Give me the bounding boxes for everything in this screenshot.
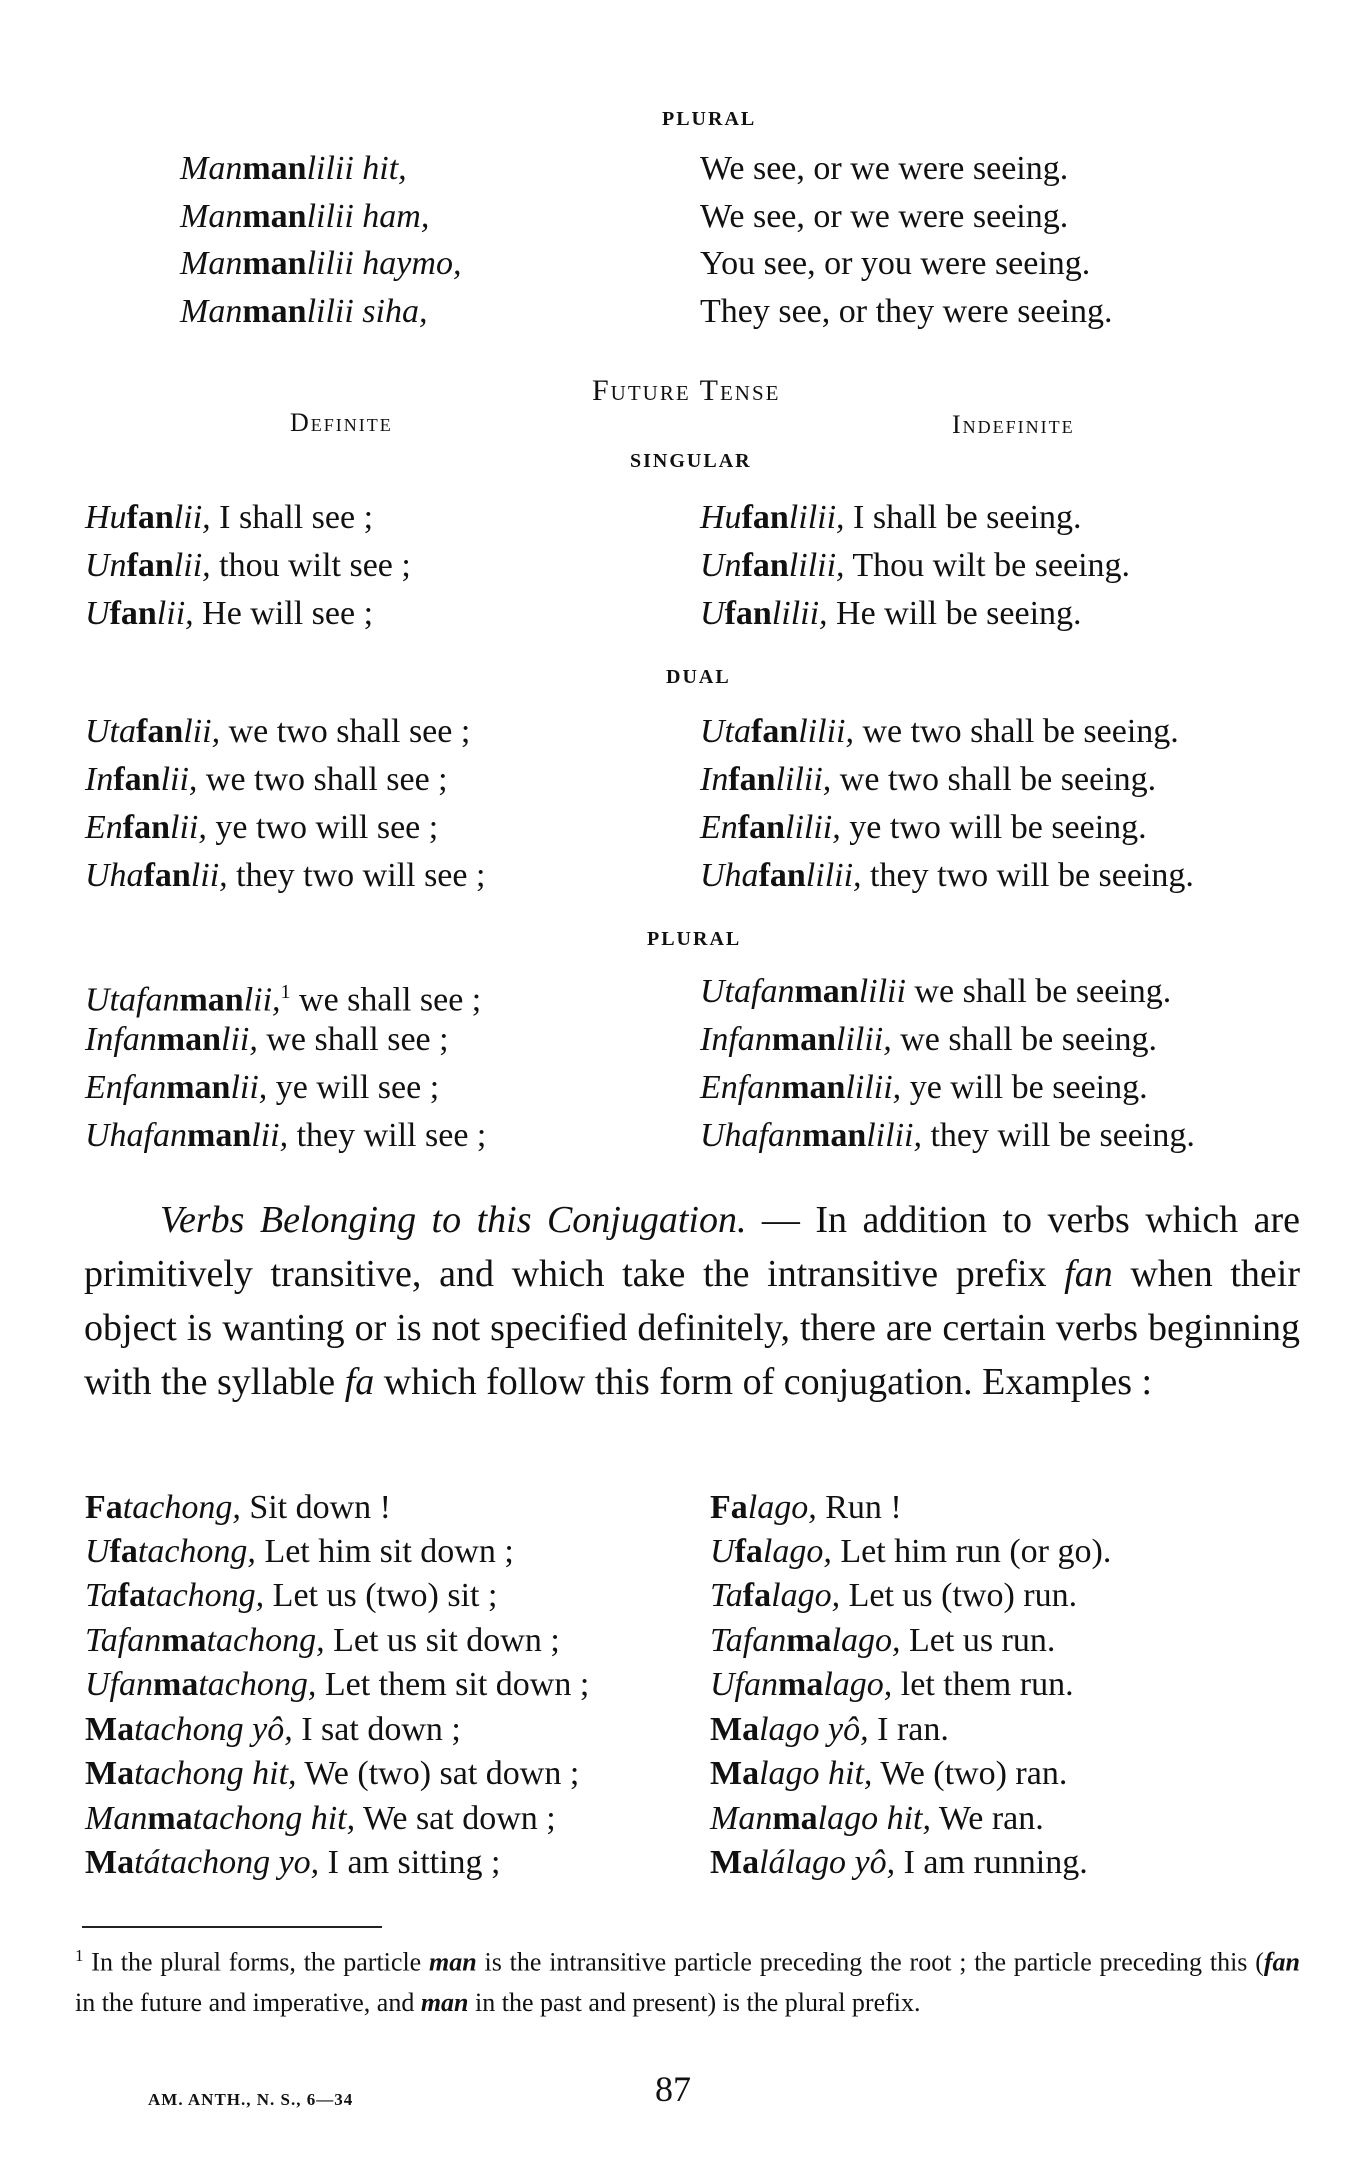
gloss-text: we two shall see ; — [220, 713, 471, 750]
verb-prefix: U — [700, 595, 725, 632]
verb-prefix: Uta — [85, 713, 136, 750]
verb-prefix: Infan — [700, 1021, 772, 1058]
gloss-text: let them run. — [892, 1666, 1074, 1703]
verb-particle: fan — [741, 499, 789, 536]
paragraph-fa: fa — [344, 1361, 375, 1403]
example-right-row — [710, 1839, 1088, 1887]
example-left-row — [85, 1839, 501, 1887]
verb-prefix: Ta — [85, 1577, 118, 1614]
verb-particle: man — [242, 198, 307, 235]
verb-root: lilii, — [775, 761, 832, 798]
paragraph-heading: Verbs Belonging to this Conjugation. — [160, 1199, 747, 1241]
verb-prefix: Un — [85, 547, 127, 584]
gloss-text: ye will see ; — [267, 1069, 440, 1106]
gloss-text: You see, or you were seeing. — [700, 245, 1091, 282]
gloss-text: Thou wilt be seeing. — [844, 547, 1131, 584]
verb-root: lago, — [771, 1577, 841, 1614]
verb-particle: fan — [122, 809, 171, 846]
verb-particle: fan — [728, 761, 776, 798]
example-right-row — [710, 1706, 949, 1754]
verb-root: lii, — [221, 1021, 258, 1058]
verb-root: lago, — [823, 1666, 893, 1703]
verb-prefix: Man — [180, 245, 243, 282]
paragraph-text-2: when their object is wanting or is not specified definitely, there are certain verbs beginning with the syllable — [84, 1253, 1300, 1403]
verb-prefix: Ufan — [85, 1666, 153, 1703]
gloss-text: we shall be seeing. — [905, 973, 1172, 1010]
example-left-row — [85, 1706, 461, 1754]
verb-particle: fa — [734, 1533, 763, 1570]
definite-dual-row — [85, 756, 448, 804]
verb-root: tachong yô, — [134, 1711, 293, 1748]
verb-root: lii, — [183, 713, 221, 750]
gloss-text: I am sitting ; — [319, 1844, 501, 1881]
indefinite-plural-row — [700, 1016, 1157, 1064]
footnote-man-1: man — [429, 1947, 477, 1977]
example-right-row — [710, 1750, 1067, 1798]
verb-root: lii, — [160, 761, 198, 798]
example-left-row — [85, 1572, 497, 1620]
example-right-row — [710, 1572, 1077, 1620]
verb-root: lilii, — [788, 499, 845, 536]
verb-root: tátachong yo, — [134, 1844, 320, 1881]
verb-prefix: En — [85, 809, 123, 846]
verb-prefix: Man — [710, 1800, 773, 1837]
verb-prefix: U — [85, 1533, 110, 1570]
gloss-text: they will be seeing. — [921, 1117, 1195, 1154]
verb-particle: fan — [126, 499, 174, 536]
verb-particle: Ma — [710, 1711, 760, 1748]
gloss-text: I shall see ; — [210, 499, 374, 536]
verb-particle: Ma — [85, 1844, 135, 1881]
verb-particle: man — [242, 245, 307, 282]
definite-heading: Definite — [290, 408, 393, 437]
gloss-text: we shall see ; — [290, 981, 482, 1019]
definite-plural-row — [85, 1016, 449, 1064]
example-left-row — [85, 1617, 560, 1665]
verb-root: lii, — [190, 857, 228, 894]
verb-particle: man — [242, 293, 307, 330]
verb-particle: fan — [143, 857, 191, 894]
verb-root: lilii — [858, 973, 906, 1010]
verb-prefix: Uha — [700, 857, 759, 894]
plural-top-gloss — [700, 145, 1068, 193]
verb-particle: fan — [737, 809, 786, 846]
verb-prefix: Utafan — [700, 973, 795, 1010]
definite-plural-row — [85, 1064, 439, 1112]
indefinite-plural-row — [700, 1064, 1148, 1112]
gloss-text: ye two will see ; — [206, 809, 439, 846]
example-left-row — [85, 1750, 579, 1798]
footnote-fan: fan — [1263, 1947, 1300, 1977]
verb-prefix: Utafan — [85, 981, 180, 1019]
footnote-text-1: In the plural forms, the particle — [83, 1947, 430, 1977]
gloss-text: Let him sit down ; — [255, 1533, 514, 1570]
gloss-text: Run ! — [816, 1489, 902, 1526]
verb-prefix: U — [85, 595, 110, 632]
verb-particle: fan — [126, 547, 174, 584]
verb-root: lago, — [747, 1489, 817, 1526]
verb-prefix: Uta — [700, 713, 751, 750]
footnote — [75, 1936, 1300, 2023]
gloss-text: We (two) ran. — [872, 1755, 1068, 1792]
verb-root: tachong, — [206, 1622, 325, 1659]
verb-prefix: Tafan — [85, 1622, 162, 1659]
signature-mark: AM. ANTH., N. S., 6—34 — [148, 2090, 354, 2109]
verb-particle: Ma — [85, 1711, 135, 1748]
footnote-man-2: man — [420, 1987, 469, 2017]
gloss-text: He will see ; — [193, 595, 374, 632]
example-left-row — [85, 1484, 391, 1532]
verb-prefix: Hu — [700, 499, 742, 536]
verb-particle: ma — [786, 1622, 832, 1659]
gloss-text: ye two will be seeing. — [840, 809, 1147, 846]
gloss-text: Let us (two) sit ; — [264, 1577, 498, 1614]
gloss-text: I sat down ; — [292, 1711, 461, 1748]
verb-particle: ma — [772, 1800, 818, 1837]
verb-root: lilii ham, — [306, 198, 430, 235]
plural-top-verb — [180, 145, 407, 193]
verb-particle: ma — [161, 1622, 207, 1659]
definite-singular-row — [85, 542, 411, 590]
verb-root: lago, — [831, 1622, 901, 1659]
verb-prefix: U — [710, 1533, 735, 1570]
verb-particle: man — [156, 1021, 222, 1058]
example-right-row — [710, 1661, 1074, 1709]
verb-particle: man — [187, 1117, 252, 1154]
gloss-text: thou wilt see ; — [210, 547, 411, 584]
verb-prefix: Uhafan — [700, 1117, 802, 1154]
verb-particle: ma — [153, 1666, 199, 1703]
example-right-row — [710, 1617, 1055, 1665]
verb-root: tachong hit, — [192, 1800, 356, 1837]
verb-root: lii, — [173, 547, 211, 584]
verb-particle: Fa — [85, 1489, 123, 1526]
gloss-text: we two shall be seeing. — [853, 713, 1179, 750]
plural-label-future: PLURAL — [647, 928, 742, 950]
verb-root: tachong, — [146, 1577, 265, 1614]
verb-prefix: Uhafan — [85, 1117, 187, 1154]
example-left-row — [85, 1795, 556, 1843]
gloss-text: We ran. — [931, 1800, 1044, 1837]
verb-particle: man — [802, 1117, 867, 1154]
verb-prefix: Man — [180, 293, 243, 330]
gloss-text: We (two) sat down ; — [296, 1755, 580, 1792]
indefinite-plural-row — [700, 968, 1171, 1016]
verb-root: tachong, — [198, 1666, 317, 1703]
verb-prefix: Man — [180, 198, 243, 235]
paragraph-fan: fan — [1064, 1253, 1113, 1295]
indefinite-dual-row — [700, 756, 1156, 804]
example-right-row — [710, 1484, 902, 1532]
verb-root: lilii siha, — [306, 293, 428, 330]
verb-root: lii, — [230, 1069, 268, 1106]
verb-prefix: Un — [700, 547, 742, 584]
gloss-text: I shall be seeing. — [844, 499, 1082, 536]
verb-root: lilii, — [771, 595, 828, 632]
verb-particle: fan — [724, 595, 772, 632]
indefinite-singular-row — [700, 494, 1082, 542]
plural-top-gloss — [700, 288, 1113, 336]
verb-particle: man — [781, 1069, 846, 1106]
paragraph-text-1: In addition to verbs which are primitively transitive, and which take the intransitive prefix — [84, 1199, 1301, 1295]
verb-prefix: Uha — [85, 857, 144, 894]
verb-root: lilii haymo, — [306, 245, 462, 282]
indefinite-plural-row — [700, 1112, 1195, 1160]
verb-prefix: Tafan — [710, 1622, 787, 1659]
verb-root: lilii, — [866, 1117, 922, 1154]
gloss-text: They see, or they were seeing. — [700, 293, 1113, 330]
indefinite-singular-row — [700, 542, 1130, 590]
verb-particle: Ma — [710, 1844, 760, 1881]
footnote-text-3: in the future and imperative, and — [75, 1987, 421, 2017]
verb-prefix: Hu — [85, 499, 127, 536]
verb-root: lilii, — [836, 1021, 892, 1058]
verb-root: lii, — [251, 1117, 289, 1154]
verb-root: lii, — [156, 595, 194, 632]
gloss-text: we shall be seeing. — [891, 1021, 1158, 1058]
plural-top-verb — [180, 240, 461, 288]
verb-particle: Ma — [710, 1755, 760, 1792]
footnote-ref: 1 — [280, 981, 291, 1003]
indefinite-singular-row — [700, 590, 1082, 638]
verb-root: lálago yô, — [759, 1844, 896, 1881]
verb-particle: man — [242, 150, 307, 187]
verb-prefix: Ta — [710, 1577, 743, 1614]
verb-prefix: En — [700, 809, 738, 846]
verb-particle: fan — [136, 713, 184, 750]
verb-particle: fan — [113, 761, 161, 798]
verb-particle: Ma — [85, 1755, 135, 1792]
verb-root: lilii, — [785, 809, 841, 846]
verb-root: tachong, — [122, 1489, 241, 1526]
dual-label: DUAL — [666, 666, 731, 688]
verb-prefix: In — [85, 761, 114, 798]
verb-particle: man — [179, 981, 244, 1019]
indefinite-dual-row — [700, 804, 1147, 852]
verb-root: lago hit, — [759, 1755, 873, 1792]
footnote-rule — [82, 1926, 382, 1928]
verb-root: lago, — [762, 1533, 832, 1570]
verb-root: lago hit, — [817, 1800, 931, 1837]
gloss-text: Let us (two) run. — [840, 1577, 1078, 1614]
verb-particle: man — [771, 1021, 837, 1058]
verb-root: lii, — [170, 809, 207, 846]
definite-dual-row — [85, 852, 485, 900]
page-number: 87 — [655, 2069, 691, 2109]
verb-prefix: Enfan — [700, 1069, 782, 1106]
plural-top-gloss — [700, 193, 1068, 241]
gloss-text: we shall see ; — [257, 1021, 449, 1058]
plural-top-verb — [180, 288, 427, 336]
indefinite-dual-row — [700, 708, 1179, 756]
gloss-text: We sat down ; — [355, 1800, 556, 1837]
singular-label: SINGULAR — [630, 450, 752, 472]
verb-root: tachong, — [137, 1533, 256, 1570]
verb-root: lilii, — [788, 547, 845, 584]
verb-root: lilii hit, — [306, 150, 407, 187]
gloss-text: Sit down ! — [240, 1489, 392, 1526]
example-right-row — [710, 1528, 1111, 1576]
gloss-text: we two shall be seeing. — [831, 761, 1157, 798]
verb-prefix: Man — [85, 1800, 148, 1837]
verb-prefix: In — [700, 761, 729, 798]
gloss-text: they will see ; — [288, 1117, 487, 1154]
indefinite-heading: Indefinite — [952, 410, 1075, 439]
definite-dual-row — [85, 708, 470, 756]
gloss-text: He will be seeing. — [827, 595, 1082, 632]
definite-plural-row — [85, 1112, 486, 1160]
verb-particle: fan — [751, 713, 799, 750]
verb-particle: fa — [742, 1577, 772, 1614]
example-right-row — [710, 1795, 1044, 1843]
verb-root: lilii, — [805, 857, 862, 894]
verb-prefix: Enfan — [85, 1069, 167, 1106]
verb-prefix: Infan — [85, 1021, 157, 1058]
verb-root: lii, — [243, 981, 281, 1019]
verb-root: tachong hit, — [134, 1755, 297, 1792]
gloss-text: ye will be seeing. — [901, 1069, 1148, 1106]
verb-root: lago yô, — [759, 1711, 869, 1748]
plural-top-gloss — [700, 240, 1090, 288]
example-left-row — [85, 1528, 514, 1576]
gloss-text: they two will see ; — [227, 857, 486, 894]
verb-root: lilii, — [798, 713, 854, 750]
footnote-text-4: in the past and present) is the plural prefix. — [468, 1987, 921, 2017]
verb-particle: Fa — [710, 1489, 748, 1526]
footnote-mark: 1 — [75, 1946, 84, 1965]
verb-prefix: Ufan — [710, 1666, 778, 1703]
verb-particle: fa — [117, 1577, 147, 1614]
verb-prefix: Man — [180, 150, 243, 187]
gloss-text: Let us sit down ; — [324, 1622, 560, 1659]
verb-particle: man — [166, 1069, 231, 1106]
definite-singular-row — [85, 590, 373, 638]
verb-particle: fa — [109, 1533, 138, 1570]
gloss-text: I am running. — [895, 1844, 1088, 1881]
gloss-text: we two shall see ; — [197, 761, 448, 798]
example-left-row — [85, 1661, 589, 1709]
indefinite-dual-row — [700, 852, 1194, 900]
plural-top-verb — [180, 193, 429, 241]
gloss-text: they two will be seeing. — [861, 857, 1194, 894]
verb-particle: fan — [741, 547, 789, 584]
definite-dual-row — [85, 804, 438, 852]
gloss-text: We see, or we were seeing. — [700, 150, 1069, 187]
conjugation-paragraph — [84, 1193, 1300, 1409]
verb-particle: fan — [109, 595, 157, 632]
future-tense-title: Future Tense — [592, 374, 781, 407]
verb-particle: fan — [758, 857, 806, 894]
paragraph-text-3: which follow this form of conjugation. Examples : — [374, 1361, 1153, 1403]
verb-root: lilii, — [845, 1069, 902, 1106]
verb-particle: man — [794, 973, 859, 1010]
gloss-text: Let him run (or go). — [831, 1533, 1112, 1570]
definite-singular-row — [85, 494, 373, 542]
verb-root: lii, — [173, 499, 211, 536]
footnote-text-2: is the intransitive particle preceding the root ; the particle preceding this ( — [476, 1947, 1264, 1977]
gloss-text: We see, or we were seeing. — [700, 198, 1069, 235]
plural-label-top: PLURAL — [662, 108, 757, 130]
gloss-text: Let them sit down ; — [316, 1666, 590, 1703]
verb-particle: ma — [147, 1800, 193, 1837]
gloss-text: Let us run. — [900, 1622, 1056, 1659]
paragraph-dash: — — [746, 1199, 816, 1241]
gloss-text: I ran. — [868, 1711, 949, 1748]
verb-particle: ma — [778, 1666, 824, 1703]
